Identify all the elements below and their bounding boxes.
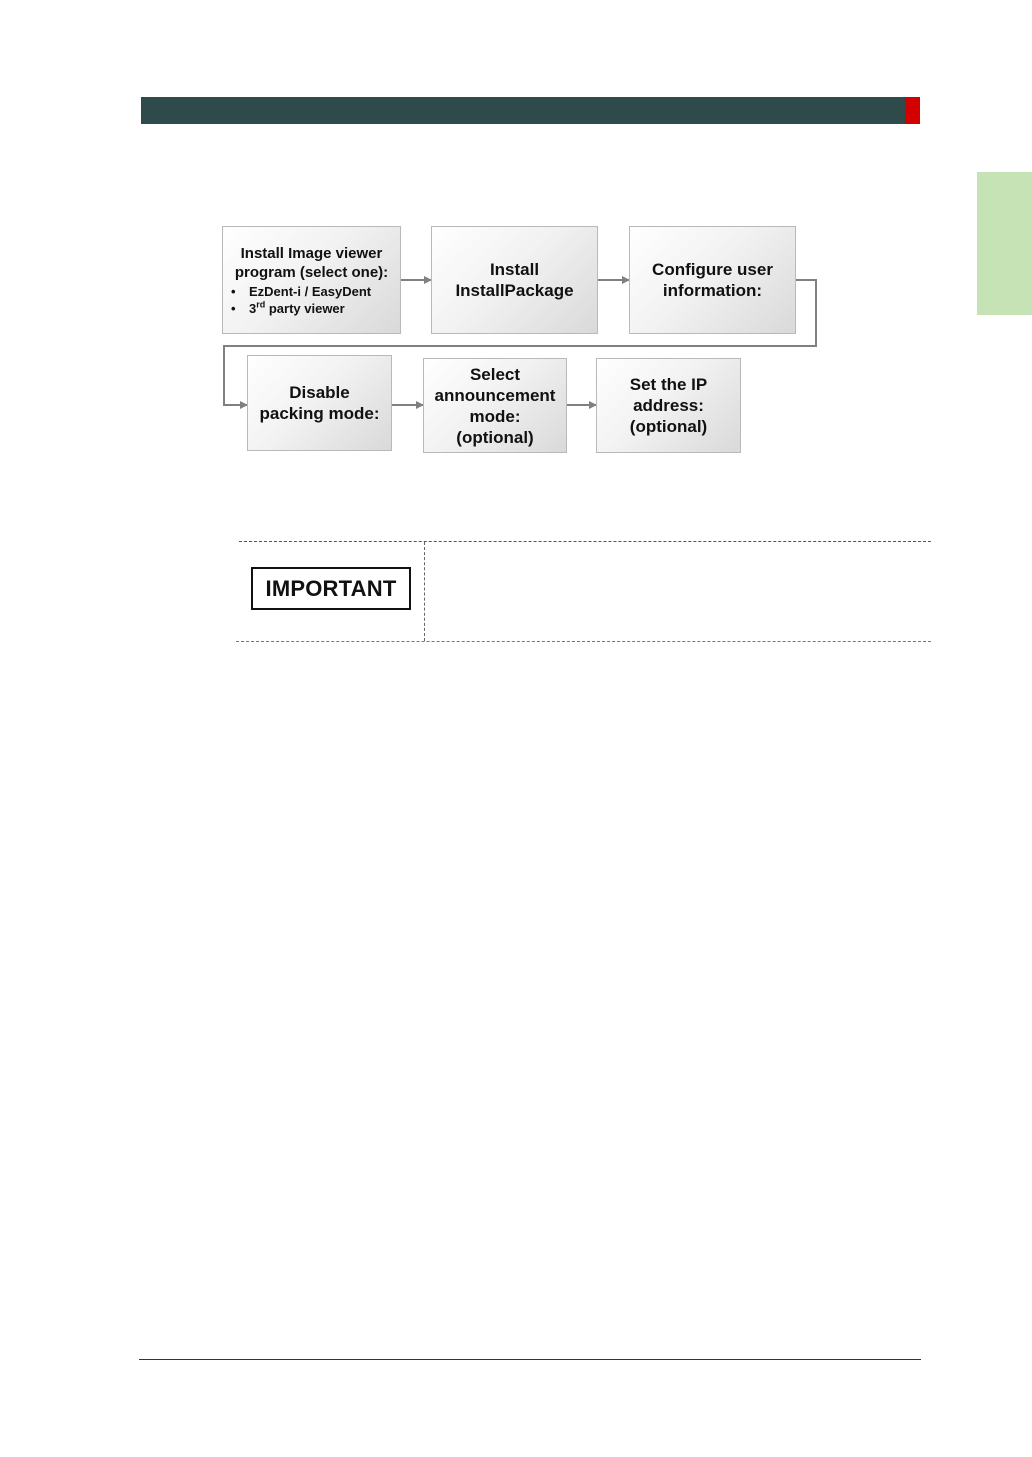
flow-step-announcement-mode: Select announcement mode: (optional): [423, 358, 567, 453]
viewer-option-ezdent: • EzDent-i / EasyDent: [229, 283, 394, 300]
flow-step-install-image-viewer: [222, 226, 401, 334]
footer-rule: [139, 1359, 921, 1360]
important-notice: [236, 541, 931, 642]
notice-top-rule: [239, 541, 931, 542]
flow-step-disable-packing: Disable packing mode:: [247, 355, 392, 451]
flow-step-install-package: Install InstallPackage: [431, 226, 598, 334]
flow-step-set-ip: Set the IP address: (optional): [596, 358, 741, 453]
important-label: IMPORTANT: [251, 567, 411, 610]
viewer-options-list: [229, 283, 394, 317]
viewer-option-third-party: • 3rd party viewer: [229, 300, 394, 317]
notice-bottom-rule: [236, 641, 931, 642]
flow-step-title: Install Image viewer program (select one):: [234, 244, 389, 281]
notice-divider: [424, 542, 425, 641]
flow-step-configure-user: Configure user information:: [629, 226, 796, 334]
